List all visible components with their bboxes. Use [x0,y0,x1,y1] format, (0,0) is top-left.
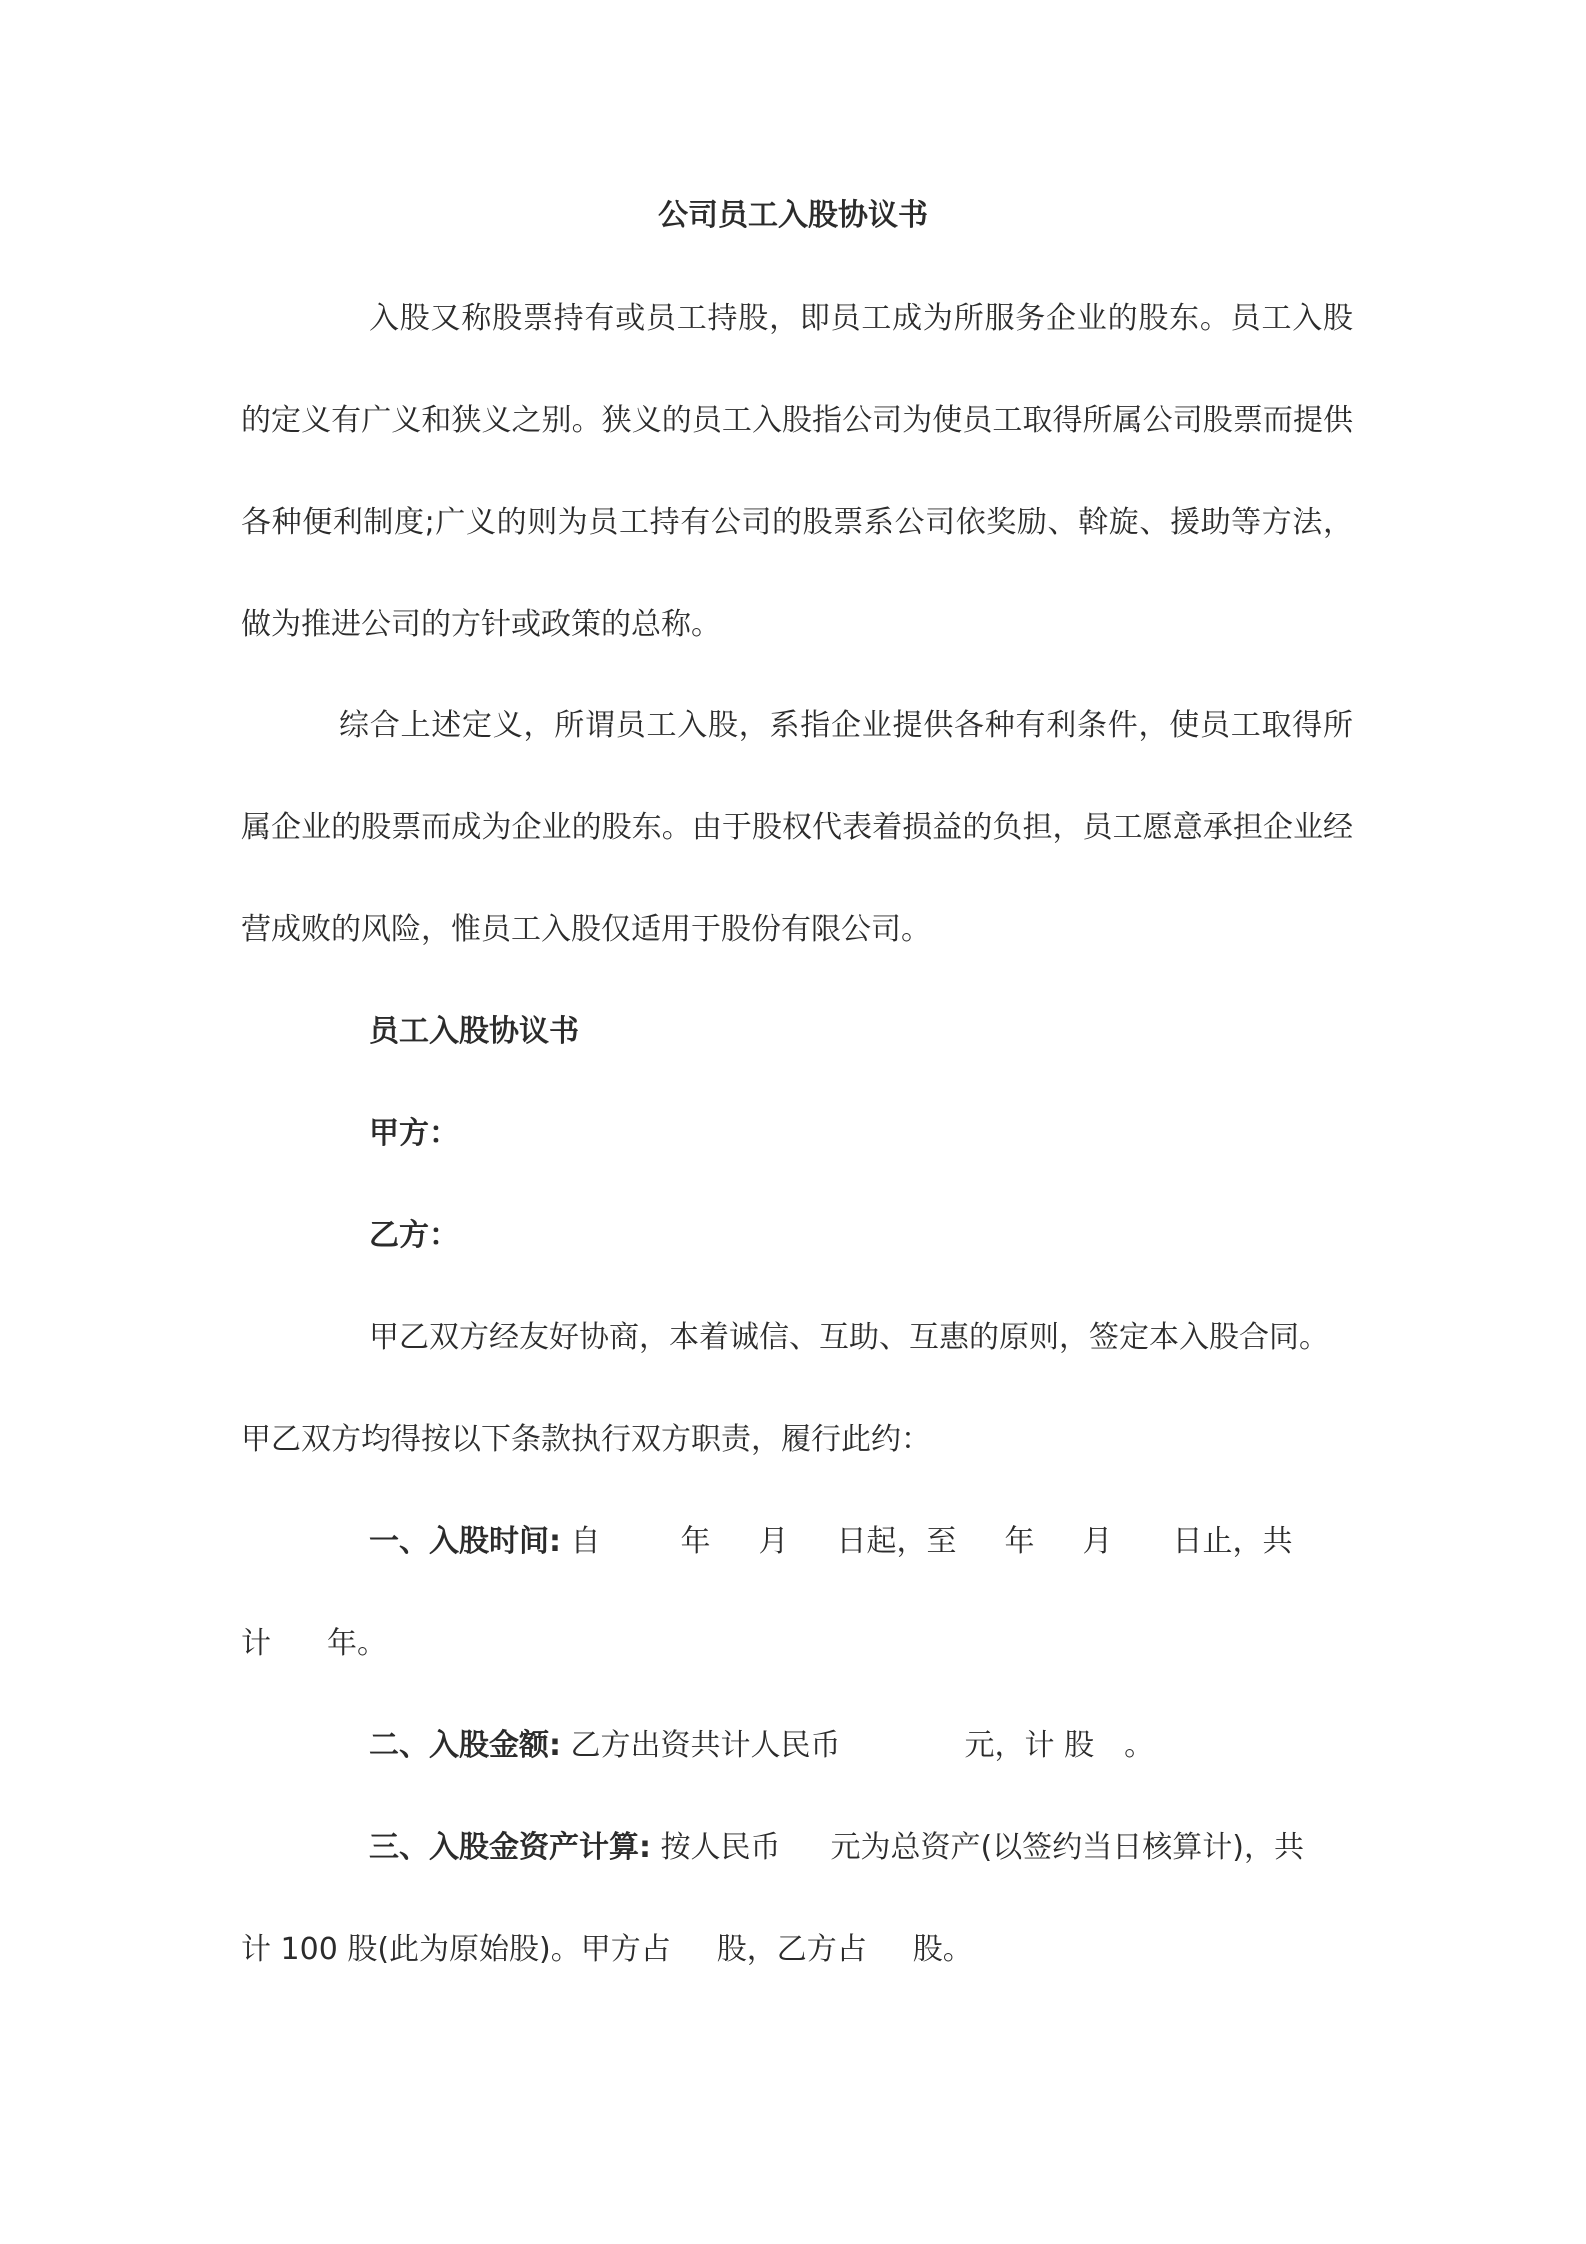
clause-1-month1: 月 [758,1524,789,1559]
document-title: 公司员工入股协议书 [658,198,928,233]
clause-3-line-2 [241,1930,1353,1970]
intro-line-1-text: 甲乙双方经友好协商，本着诚信、互助、互惠的原则，签定本入股合同。 [369,1320,1329,1355]
clause-3-text-1: 按人民币 [660,1830,781,1865]
clause-3-line2-part1: 计 100 股(此为原始股)。 [241,1932,581,1967]
clause-1-total-suffix: 年。 [327,1626,387,1661]
clause-2-text-3: 股 [1064,1728,1095,1763]
clause-3-text-2: 元为总资产(以签约当日核算计)，共 [830,1830,1304,1865]
clause-1-day-start: 日起，至 [836,1524,957,1559]
clause-1-total-prefix: 计 [241,1626,271,1661]
intro-line-1 [241,1318,1481,1358]
paragraph-definition: 入股又称股票持有或员工持股，即员工成为所服务企业的股东。员工入股的定义有广义和狭义之别。狭义的员工入股指公司为使员工取得所属公司股票而提供各种便利制度;广义的则为员工持有公司的股票系公司依奖励、斡旋、援助等方法，做为推进公司的方针或政策的总称。 [241,301,1353,642]
clause-1-month2: 月 [1082,1524,1113,1559]
party-a-label: 甲方： [369,1116,459,1151]
clause-3-line-1 [241,1828,1481,1868]
clause-1-line-2 [241,1624,1353,1664]
clause-1-line-1 [241,1522,1481,1562]
clause-1-label: 一、入股时间: [369,1524,561,1559]
clause-1-year1: 年 [680,1524,711,1559]
clause-3-label: 三、入股金资产计算: [369,1830,651,1865]
clause-1-from: 自 [570,1524,601,1559]
clause-2-text-2: 元，计 [964,1728,1055,1763]
clause-3-line2-part4: 股。 [912,1932,973,1967]
clause-2-text-4: 。 [1124,1728,1155,1763]
clause-2-line [241,1726,1481,1766]
party-b-label: 乙方： [369,1218,459,1253]
clause-1-day-end: 日止，共 [1172,1524,1293,1559]
clause-3-line2-part3: 股，乙方占 [716,1932,867,1967]
clause-3-line2-part2: 甲方占 [580,1932,671,1967]
clause-1-year2: 年 [1004,1524,1035,1559]
clause-2-text-1: 乙方出资共计人民币 [570,1728,841,1763]
paragraph-summary: 综合上述定义，所谓员工入股，系指企业提供各种有利条件，使员工取得所属企业的股票而成为企业的股东。由于股权代表着损益的负担，员工愿意承担企业经营成败的风险，惟员工入股仅适用于股份有限公司。 [241,708,1353,947]
intro-line-2-text: 甲乙双方均得按以下条款执行双方职责，履行此约： [241,1422,931,1457]
agreement-subtitle: 员工入股协议书 [369,1014,579,1049]
clause-2-label: 二、入股金额: [369,1728,561,1763]
intro-line-2 [241,1420,1353,1460]
